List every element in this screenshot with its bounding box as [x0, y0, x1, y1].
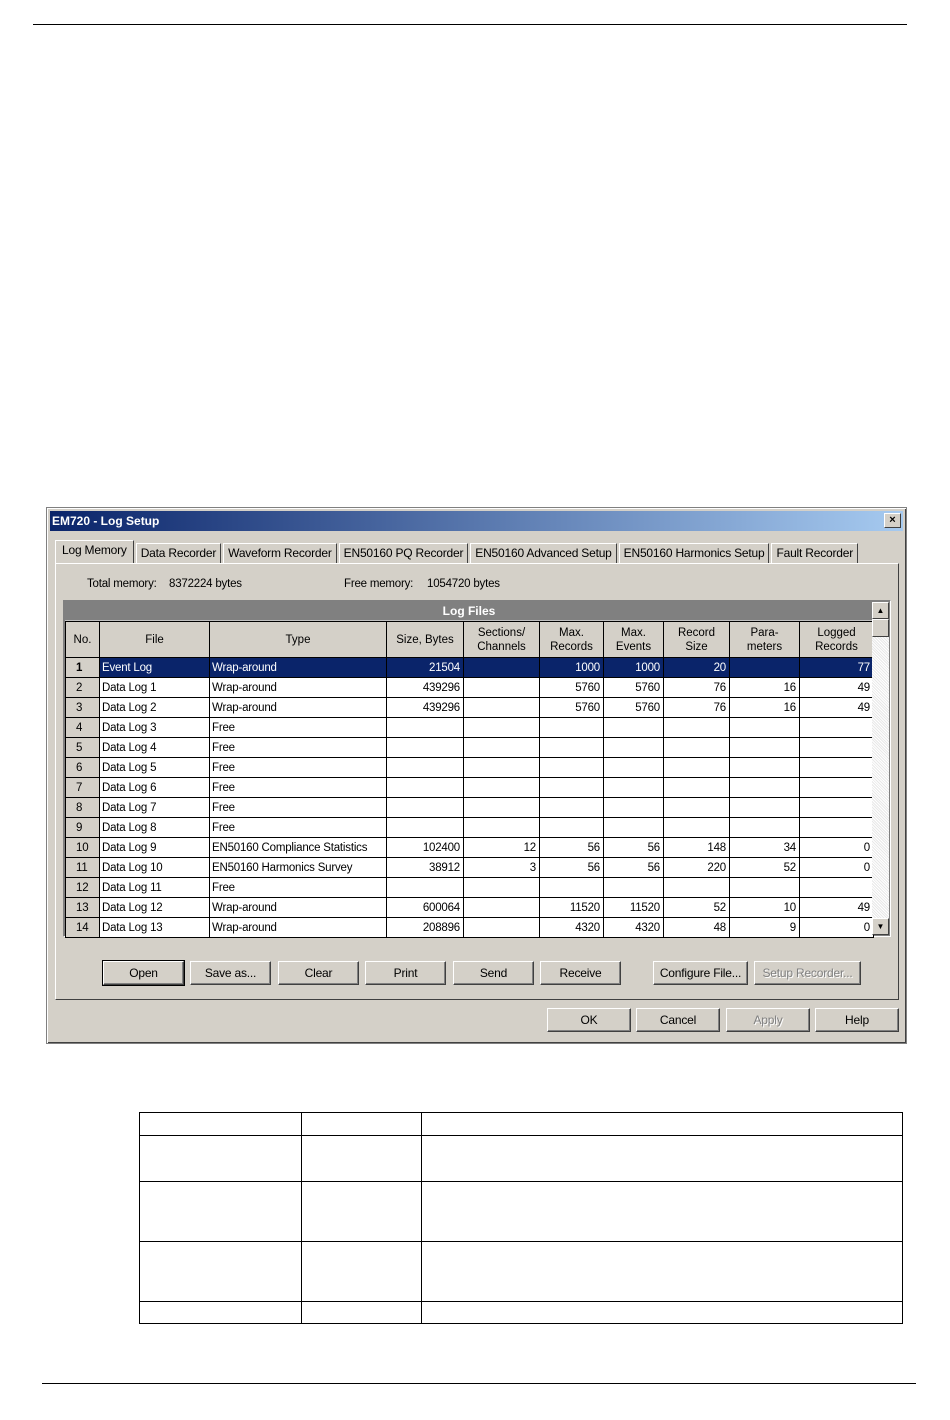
table-row[interactable] [66, 698, 874, 718]
log-memory-panel [55, 563, 899, 1000]
table-cell[interactable]: 49 [800, 678, 874, 698]
table-cell[interactable]: Data Log 10 [100, 858, 210, 878]
table-cell[interactable] [540, 818, 604, 838]
apply-button: Apply [726, 1008, 810, 1032]
clear-button[interactable]: Clear [278, 961, 359, 985]
tab-log-memory[interactable]: Log Memory [55, 540, 134, 563]
table-cell[interactable]: 148 [664, 838, 730, 858]
tab-en50160-advanced-setup[interactable]: EN50160 Advanced Setup [470, 543, 616, 563]
table-cell[interactable]: Wrap-around [210, 678, 387, 698]
table-cell[interactable]: 4320 [540, 918, 604, 938]
free-memory-label: Free memory: [344, 578, 414, 590]
table-cell[interactable] [604, 878, 664, 898]
column-header[interactable]: Logged Records [800, 622, 874, 658]
table-cell[interactable] [464, 778, 540, 798]
row-number[interactable]: 6 [66, 758, 100, 778]
open-button[interactable]: Open [103, 961, 184, 985]
table-cell[interactable]: 77 [800, 658, 874, 678]
table-row[interactable] [66, 678, 874, 698]
table-cell[interactable] [540, 758, 604, 778]
table-cell[interactable]: 0 [800, 838, 874, 858]
total-memory-value: 8372224 bytes [169, 578, 242, 590]
save-as-button[interactable]: Save as... [190, 961, 271, 985]
table-cell[interactable] [604, 718, 664, 738]
table-cell[interactable]: Data Log 11 [100, 878, 210, 898]
table-cell[interactable]: 56 [540, 838, 604, 858]
table-cell[interactable]: 5760 [604, 678, 664, 698]
table-cell[interactable]: Data Log 2 [100, 698, 210, 718]
table-cell[interactable]: 439296 [387, 678, 464, 698]
table-cell[interactable] [664, 758, 730, 778]
table-cell[interactable] [464, 658, 540, 678]
row-number[interactable]: 2 [66, 678, 100, 698]
help-button[interactable]: Help [815, 1008, 899, 1032]
table-cell[interactable]: Data Log 4 [100, 738, 210, 758]
table-row[interactable] [66, 838, 874, 858]
table-cell[interactable] [387, 758, 464, 778]
dialog-title: EM720 - Log Setup [52, 514, 160, 528]
table-cell[interactable] [800, 818, 874, 838]
row-number[interactable]: 12 [66, 878, 100, 898]
cancel-button[interactable]: Cancel [636, 1008, 720, 1032]
ok-button[interactable]: OK [547, 1008, 631, 1032]
table-cell[interactable]: 76 [664, 698, 730, 718]
table-row[interactable] [66, 658, 874, 678]
table-cell[interactable] [464, 798, 540, 818]
column-header[interactable]: Para- meters [730, 622, 800, 658]
send-button[interactable]: Send [453, 961, 534, 985]
table-cell[interactable]: 10 [730, 898, 800, 918]
table-cell[interactable] [387, 738, 464, 758]
close-icon[interactable]: × [884, 513, 901, 528]
row-number[interactable]: 10 [66, 838, 100, 858]
doc-table-row [140, 1136, 903, 1182]
table-cell[interactable]: Free [210, 718, 387, 738]
tab-strip [55, 541, 860, 563]
vertical-scrollbar[interactable] [872, 602, 889, 935]
table-cell[interactable] [664, 778, 730, 798]
doc-table-row [140, 1242, 903, 1302]
row-number[interactable]: 11 [66, 858, 100, 878]
table-cell[interactable]: Wrap-around [210, 658, 387, 678]
table-cell[interactable] [464, 698, 540, 718]
title-bar [50, 511, 903, 531]
table-cell[interactable]: 21504 [387, 658, 464, 678]
table-cell[interactable] [540, 778, 604, 798]
table-cell[interactable] [540, 718, 604, 738]
table-cell[interactable]: 9 [730, 918, 800, 938]
table-cell[interactable]: 0 [800, 858, 874, 878]
table-cell[interactable] [730, 778, 800, 798]
table-cell[interactable]: Data Log 3 [100, 718, 210, 738]
table-cell[interactable] [730, 798, 800, 818]
free-memory-value: 1054720 bytes [427, 578, 500, 590]
table-row[interactable] [66, 918, 874, 938]
table-body [66, 658, 874, 938]
column-header[interactable]: Max. Records [540, 622, 604, 658]
table-cell[interactable]: 439296 [387, 698, 464, 718]
table-cell[interactable]: Event Log [100, 658, 210, 678]
tab-fault-recorder[interactable]: Fault Recorder [771, 543, 858, 563]
table-cell[interactable]: 102400 [387, 838, 464, 858]
table-cell[interactable] [540, 798, 604, 818]
table-cell[interactable]: 56 [604, 838, 664, 858]
print-button[interactable]: Print [365, 961, 446, 985]
column-header[interactable]: Max. Events [604, 622, 664, 658]
table-cell[interactable] [464, 898, 540, 918]
row-number[interactable]: 9 [66, 818, 100, 838]
table-cell[interactable]: Data Log 13 [100, 918, 210, 938]
table-cell[interactable] [800, 738, 874, 758]
table-cell[interactable]: 1000 [604, 658, 664, 678]
table-cell[interactable]: Data Log 12 [100, 898, 210, 918]
table-cell[interactable] [387, 778, 464, 798]
table-row[interactable] [66, 738, 874, 758]
table-cell[interactable]: 48 [664, 918, 730, 938]
log-files-grid [63, 600, 891, 937]
table-cell[interactable] [664, 798, 730, 818]
table-cell[interactable]: 52 [664, 898, 730, 918]
table-cell[interactable] [730, 738, 800, 758]
table-cell[interactable]: 11520 [604, 898, 664, 918]
table-cell[interactable]: Wrap-around [210, 918, 387, 938]
table-cell[interactable]: Free [210, 778, 387, 798]
table-cell[interactable] [540, 878, 604, 898]
table-cell[interactable]: EN50160 Compliance Statistics [210, 838, 387, 858]
setup-recorder-button: Setup Recorder... [754, 961, 861, 985]
table-cell[interactable] [604, 758, 664, 778]
table-cell[interactable]: 208896 [387, 918, 464, 938]
table-cell[interactable]: 1000 [540, 658, 604, 678]
table-row[interactable] [66, 858, 874, 878]
document-table [139, 1112, 903, 1324]
table-cell[interactable]: Data Log 5 [100, 758, 210, 778]
table-cell[interactable]: 52 [730, 858, 800, 878]
table-cell[interactable] [730, 818, 800, 838]
doc-table-row [140, 1182, 903, 1242]
table-row[interactable] [66, 778, 874, 798]
scroll-thumb[interactable] [872, 619, 889, 637]
table-cell[interactable] [800, 758, 874, 778]
table-cell[interactable] [464, 678, 540, 698]
row-number[interactable]: 1 [66, 658, 100, 678]
table-cell[interactable] [387, 798, 464, 818]
header-rule [33, 24, 907, 25]
table-cell[interactable]: 12 [464, 838, 540, 858]
table-cell[interactable] [664, 818, 730, 838]
table-row[interactable] [66, 878, 874, 898]
table-cell[interactable]: 56 [604, 858, 664, 878]
table-cell[interactable] [730, 658, 800, 678]
tab-waveform-recorder[interactable]: Waveform Recorder [223, 543, 337, 563]
table-cell[interactable]: 11520 [540, 898, 604, 918]
table-cell[interactable]: Data Log 9 [100, 838, 210, 858]
table-cell[interactable] [664, 718, 730, 738]
column-header[interactable]: Sections/ Channels [464, 622, 540, 658]
row-number[interactable]: 4 [66, 718, 100, 738]
table-cell[interactable]: Free [210, 758, 387, 778]
table-cell[interactable]: 49 [800, 698, 874, 718]
table-cell[interactable] [604, 798, 664, 818]
tab-data-recorder[interactable]: Data Recorder [136, 543, 221, 563]
table-cell[interactable]: Free [210, 798, 387, 818]
table-cell[interactable] [464, 818, 540, 838]
table-cell[interactable] [604, 778, 664, 798]
table-cell[interactable]: 49 [800, 898, 874, 918]
table-cell[interactable] [800, 718, 874, 738]
table-cell[interactable] [387, 878, 464, 898]
table-cell[interactable] [800, 798, 874, 818]
grid-title: Log Files [65, 602, 873, 621]
table-cell[interactable]: 5760 [540, 698, 604, 718]
table-cell[interactable]: 220 [664, 858, 730, 878]
table-cell[interactable] [464, 918, 540, 938]
table-cell[interactable] [464, 718, 540, 738]
tab-en50160-pq-recorder[interactable]: EN50160 PQ Recorder [339, 543, 469, 563]
table-cell[interactable] [464, 878, 540, 898]
table-cell[interactable]: 56 [540, 858, 604, 878]
table-header-row [66, 622, 874, 658]
row-number[interactable]: 13 [66, 898, 100, 918]
table-cell[interactable]: EN50160 Harmonics Survey [210, 858, 387, 878]
table-cell[interactable]: Data Log 6 [100, 778, 210, 798]
table-cell[interactable]: 600064 [387, 898, 464, 918]
table-cell[interactable]: Free [210, 738, 387, 758]
table-cell[interactable] [464, 758, 540, 778]
table-cell[interactable]: Data Log 7 [100, 798, 210, 818]
row-number[interactable]: 14 [66, 918, 100, 938]
row-number[interactable]: 5 [66, 738, 100, 758]
table-cell[interactable]: 20 [664, 658, 730, 678]
row-number[interactable]: 3 [66, 698, 100, 718]
column-header[interactable]: Record Size [664, 622, 730, 658]
table-cell[interactable]: Free [210, 878, 387, 898]
table-cell[interactable]: 5760 [540, 678, 604, 698]
table-cell[interactable]: 16 [730, 698, 800, 718]
table-cell[interactable] [730, 758, 800, 778]
column-header[interactable]: Type [210, 622, 387, 658]
column-header[interactable]: No. [66, 622, 100, 658]
column-header[interactable]: Size, Bytes [387, 622, 464, 658]
table-cell[interactable]: 16 [730, 678, 800, 698]
table-cell[interactable] [387, 818, 464, 838]
scroll-down-icon[interactable]: ▼ [872, 918, 889, 935]
scroll-up-icon[interactable]: ▲ [872, 602, 889, 619]
table-row[interactable] [66, 718, 874, 738]
total-memory-label: Total memory: [87, 578, 157, 590]
log-setup-dialog [46, 507, 907, 1044]
table-row[interactable] [66, 818, 874, 838]
column-header[interactable]: File [100, 622, 210, 658]
doc-table-row [140, 1302, 903, 1324]
table-cell[interactable] [664, 738, 730, 758]
table-cell[interactable]: Data Log 1 [100, 678, 210, 698]
table-cell[interactable]: Wrap-around [210, 698, 387, 718]
table-cell[interactable]: 3 [464, 858, 540, 878]
table-cell[interactable] [730, 718, 800, 738]
table-cell[interactable]: 0 [800, 918, 874, 938]
table-cell[interactable]: Data Log 8 [100, 818, 210, 838]
table-cell[interactable] [604, 738, 664, 758]
table-row[interactable] [66, 898, 874, 918]
table-cell[interactable]: 5760 [604, 698, 664, 718]
table-cell[interactable] [604, 818, 664, 838]
table-cell[interactable] [664, 878, 730, 898]
table-row[interactable] [66, 758, 874, 778]
table-cell[interactable] [800, 878, 874, 898]
table-cell[interactable] [730, 878, 800, 898]
log-files-table [65, 621, 874, 938]
tab-en50160-harmonics-setup[interactable]: EN50160 Harmonics Setup [619, 543, 770, 563]
table-cell[interactable]: 4320 [604, 918, 664, 938]
row-number[interactable]: 8 [66, 798, 100, 818]
receive-button[interactable]: Receive [540, 961, 621, 985]
table-cell[interactable] [800, 778, 874, 798]
doc-table-row [140, 1113, 903, 1136]
table-cell[interactable]: 76 [664, 678, 730, 698]
row-number[interactable]: 7 [66, 778, 100, 798]
table-cell[interactable]: 34 [730, 838, 800, 858]
table-cell[interactable]: Free [210, 818, 387, 838]
footer-rule [42, 1383, 916, 1384]
table-row[interactable] [66, 798, 874, 818]
configure-file-button[interactable]: Configure File... [653, 961, 748, 985]
table-cell[interactable] [387, 718, 464, 738]
table-cell[interactable] [540, 738, 604, 758]
table-cell[interactable]: Wrap-around [210, 898, 387, 918]
table-cell[interactable]: 38912 [387, 858, 464, 878]
table-cell[interactable] [464, 738, 540, 758]
